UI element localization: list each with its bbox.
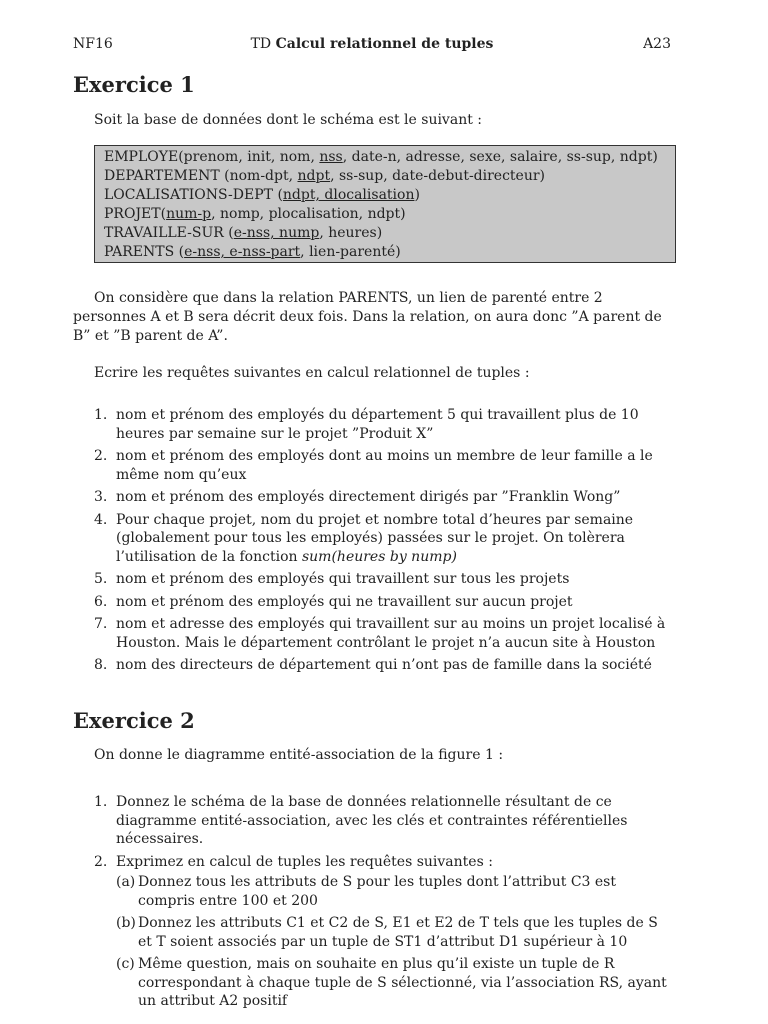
exercise-1-intro: Soit la base de données dont le schéma est le suivant : (94, 112, 483, 128)
schema-parents: PARENTS (e-nss, e-nss-part, lien-parenté) (104, 244, 401, 260)
exercise-1-questions (94, 406, 671, 679)
list-item: 4. Pour chaque projet, nom du projet et nombre total d’heures par semaine (globalement pour tous les employés) passées sur le projet. On tolèrera l’utilisation de la fonction sum(heures by nump) (94, 511, 634, 565)
list-item: 2. nom et prénom des employés dont au moins un membre de leur famille a le même nom qu’eux (94, 448, 653, 483)
schema-employe: EMPLOYE(prenom, init, nom, nss, date-n, adresse, sexe, salaire, ss-sup, ndpt) (104, 149, 658, 165)
course-code: NF16 (73, 36, 113, 52)
schema-box (94, 145, 676, 263)
sub-item: (c) Même question, mais on souhaite en plus qu’il existe un tuple de R correspondant à chaque tuple de S sélectionné, via l’association RS, ayant un attribut A2 positif (116, 956, 667, 1009)
list-item: 5. nom et prénom des employés qui travaillent sur tous les projets (94, 571, 570, 587)
list-item: 3. nom et prénom des employés directement dirigés par ”Franklin Wong” (94, 489, 621, 505)
schema-localisations: LOCALISATIONS-DEPT (ndpt, dlocalisation) (104, 187, 420, 203)
semester: A23 (643, 36, 671, 52)
exercise-2-questions (94, 793, 671, 1015)
list-item: 7. nom et adresse des employés qui travaillent sur au moins un projet localisé à Houston. Mais le département contrôlant le projet n’a aucun site à Houston (94, 616, 666, 651)
sub-item: (b) Donnez les attributs C1 et C2 de S, E1 et E2 de T tels que les tuples de S et T soient associés par un tuple de ST1 d’attribut D1 supérieur à 10 (116, 915, 658, 950)
exercise-2-title: Exercice 2 (73, 708, 195, 733)
instruction: Ecrire les requêtes suivantes en calcul relationnel de tuples : (94, 365, 530, 381)
list-item: 8. nom des directeurs de département qui n’ont pas de famille dans la société (94, 657, 652, 673)
running-header (73, 36, 671, 54)
exercise-2-intro: On donne le diagramme entité-association de la figure 1 : (94, 747, 504, 763)
list-item: 2. Exprimez en calcul de tuples les requêtes suivantes : (a) Donnez tous les attributs de S pour les tuples dont l’attribut C3 est compris entre 100 et 200 (b) Donnez les attributs C1 et C2 de S, E1 et E2 de T tels que les tuples de S et T soient associés par un tuple de ST1 d’attribut D1 supérieur à 10 (c) Même question, mais on souhaite en plus qu’il existe un tuple de R correspondant à chaque tuple de S sélectionné, via l’association RS, ayant un attribut A2 positif (94, 853, 671, 1011)
list-item: 1. Donnez le schéma de la base de données relationnelle résultant de ce diagramme entité-association, avec les clés et contraintes référentielles nécessaires. (94, 794, 628, 847)
schema-travaille-sur: TRAVAILLE-SUR (e-nss, nump, heures) (104, 225, 383, 241)
sub-questions (116, 873, 671, 1011)
list-item: 1. nom et prénom des employés du département 5 qui travaillent plus de 10 heures par semaine sur le projet ”Produit X” (94, 407, 639, 442)
header-title: TD Calcul relationnel de tuples (250, 36, 494, 52)
sub-item: (a) Donnez tous les attributs de S pour les tuples dont l’attribut C3 est compris entre 100 et 200 (116, 874, 616, 909)
list-item: 6. nom et prénom des employés qui ne travaillent sur aucun projet (94, 593, 573, 610)
page (73, 0, 671, 1024)
schema-departement: DEPARTEMENT (nom-dpt, ndpt, ss-sup, date-debut-directeur) (104, 168, 546, 184)
exercise-1-title: Exercice 1 (73, 72, 195, 97)
parents-note: On considère que dans la relation PARENTS, un lien de parenté entre 2 personnes A et B sera décrit deux fois. Dans la relation, on aura donc ”A parent de B” et ”B parent de A”. (73, 290, 662, 344)
schema-projet: PROJET(num-p, nomp, plocalisation, ndpt) (104, 206, 406, 222)
